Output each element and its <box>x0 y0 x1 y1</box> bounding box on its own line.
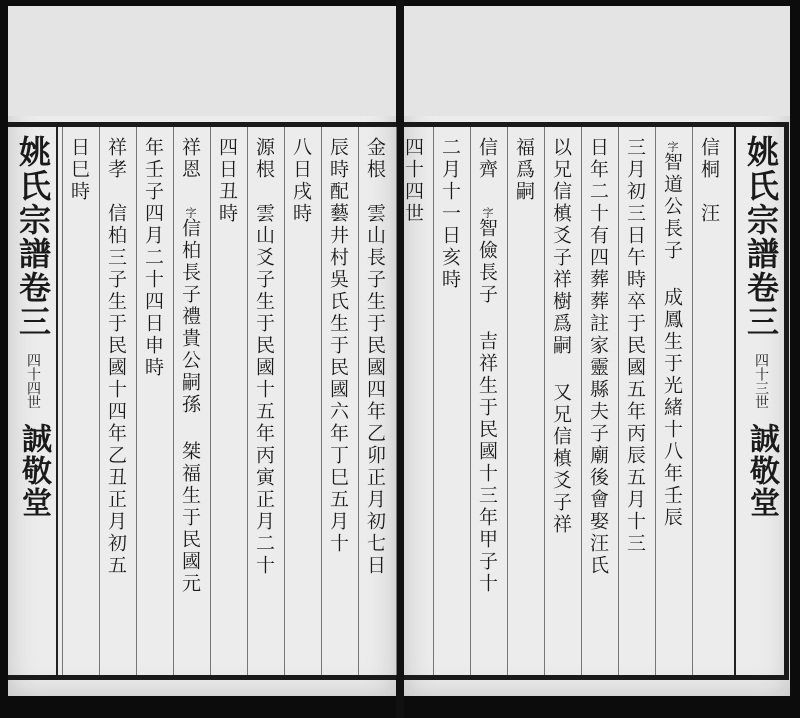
text-column <box>544 127 578 675</box>
text-column <box>581 127 615 675</box>
text-column <box>507 127 541 675</box>
text-column <box>655 127 689 675</box>
entry-text: 信柏長子禮貴公嗣孫 桀福生于民國元 <box>179 218 201 595</box>
right-spine-label <box>734 127 784 675</box>
text-column <box>99 127 133 675</box>
volume-label: 卷三 <box>742 271 780 339</box>
text-column <box>247 127 281 675</box>
courtesy-name-marker: 字 <box>481 207 494 218</box>
text-column <box>396 127 430 675</box>
hall-name: 誠敬堂 <box>16 423 51 519</box>
person-name: 信桐 <box>698 137 720 181</box>
entry-text: 四日丑時 <box>216 137 238 225</box>
entry-text: 辰時配藝井村吳氏生于民國六年丁巳五月十 <box>327 137 349 555</box>
entry-text: 八日戌時 <box>290 137 312 225</box>
genealogy-title: 姚氏宗譜 <box>14 135 52 271</box>
entry-text: 日巳時 <box>68 137 90 203</box>
left-page-frame <box>8 122 396 680</box>
entry-text: 以兄信槙爻子祥樹爲嗣 又兄信槙爻子祥 <box>550 137 572 536</box>
entry-text: 日年二十有四葬葬註家靈縣夫子廟後會娶汪氏 <box>587 137 609 577</box>
text-column <box>470 127 504 675</box>
text-column <box>210 127 244 675</box>
text-column <box>284 127 318 675</box>
courtesy-name-marker: 字 <box>184 207 197 218</box>
person-name: 祥孝 <box>105 137 127 181</box>
entry-text: 雲山長子生于民國四年乙卯正月初七日 <box>364 203 386 577</box>
person-name: 信齊 <box>476 137 498 181</box>
left-spine-label <box>8 127 58 675</box>
right-page-margin <box>404 6 790 116</box>
text-column <box>136 127 170 675</box>
text-column <box>433 127 467 675</box>
text-column <box>618 127 652 675</box>
left-page <box>8 6 396 696</box>
hall-name: 誠敬堂 <box>744 423 779 519</box>
entry-text: 智儉長子 吉祥生于民國十三年甲子十 <box>476 218 498 595</box>
person-name: 源根 <box>253 137 275 181</box>
generation-label: 四十四世 <box>25 353 41 409</box>
text-column <box>321 127 355 675</box>
text-column <box>358 127 392 675</box>
entry-text: 汪 <box>698 203 720 225</box>
text-column <box>62 127 96 675</box>
generation-label: 四十三世 <box>753 353 769 409</box>
genealogy-title: 姚氏宗譜 <box>742 135 780 271</box>
volume-label: 卷三 <box>14 271 52 339</box>
text-column <box>692 127 726 675</box>
entry-text: 年壬子四月二十四日申時 <box>142 137 164 379</box>
entry-text: 二月十一日亥時 <box>439 137 461 291</box>
right-page <box>404 6 790 696</box>
entry-text: 三月初三日午時卒于民國五年丙辰五月十三 <box>624 137 646 555</box>
person-name: 祥恩 <box>179 137 201 181</box>
entry-text: 四十四世 <box>402 137 424 225</box>
person-name: 金根 <box>364 137 386 181</box>
entry-text: 福爲嗣 <box>513 137 535 203</box>
entry-text: 信柏三子生于民國十四年乙丑正月初五 <box>105 203 127 577</box>
entry-text: 雲山爻子生于民國十五年丙寅正月二十 <box>253 203 275 577</box>
entry-text: 智道公長子 成鳳生于光緒十八年壬辰 <box>661 152 683 529</box>
right-page-frame <box>404 122 789 680</box>
courtesy-name-marker: 字 <box>666 141 679 152</box>
text-column <box>173 127 207 675</box>
left-page-margin <box>8 6 396 116</box>
